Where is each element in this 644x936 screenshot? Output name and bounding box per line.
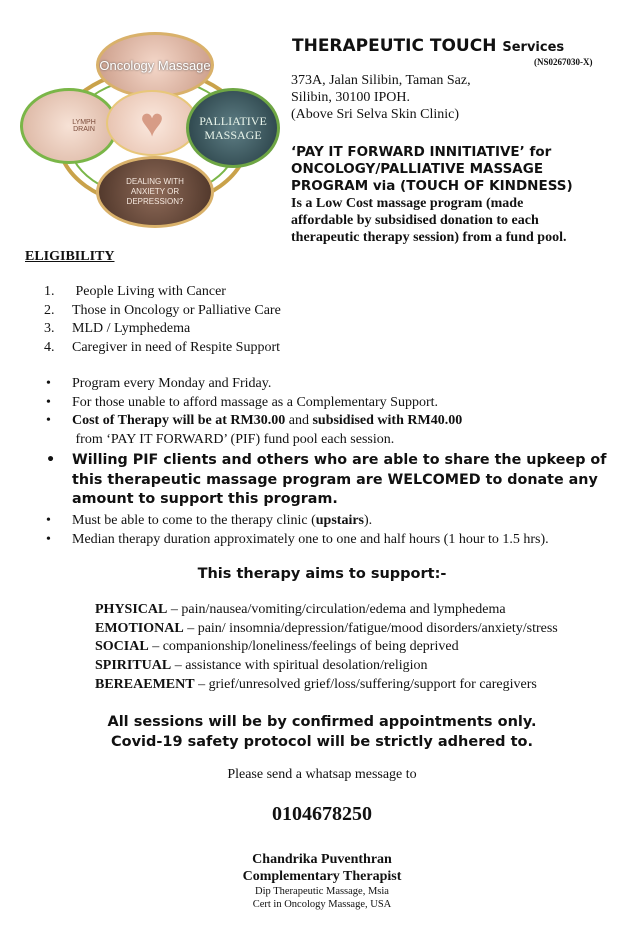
aims-list [95, 601, 558, 695]
aims-title: This therapy aims to support:- [197, 566, 447, 582]
oncology-massage-bubble [96, 32, 214, 98]
lymph-drain-bubble [20, 88, 118, 164]
anxiety-bubble [96, 156, 214, 228]
aim-row: BEREAEMENT – grief/unresolved grief/loss/suffering/support for caregivers [95, 676, 537, 692]
appointment-notes [0, 712, 644, 752]
signature-block [0, 851, 644, 911]
list-item: 3. MLD / Lymphedema [44, 321, 191, 336]
bubble-palliative-line2: MASSAGE [204, 128, 262, 142]
list-item: 4. Caregiver in need of Respite Support [44, 339, 281, 355]
program-requirements-list [44, 511, 634, 549]
bullet-schedule: • Program every Monday and Friday. [44, 375, 614, 394]
heart-hands-bubble [106, 90, 198, 156]
phone-number: 0104678250 [272, 803, 372, 825]
bubble-palliative-line1: PALLIATIVE [199, 114, 267, 128]
company-suffix: Services [502, 40, 565, 55]
eligibility-list [44, 283, 281, 357]
qualification: Cert in Oncology Massage, USA [252, 899, 392, 910]
company-name [292, 36, 564, 56]
palliative-massage-bubble [186, 88, 280, 168]
pif-initiative-block [291, 144, 636, 246]
appointment-note: All sessions will be by confirmed appointments only. [107, 714, 537, 730]
pif-desc-line: affordable by subsidised donation to each [291, 213, 539, 228]
address-line: (Above Sri Selva Skin Clinic) [291, 107, 459, 122]
donation-list [44, 451, 620, 510]
aim-row: EMOTIONAL – pain/ insomnia/depression/fatigue/mood disorders/anxiety/stress [95, 620, 558, 636]
therapist-title: Complementary Therapist [242, 869, 402, 884]
pif-title-line: ‘PAY IT FORWARD INNITIATIVE’ for [291, 144, 552, 160]
therapist-name: Chandrika Puventhran [252, 852, 392, 867]
address-block [291, 72, 471, 123]
pif-title-line: ONCOLOGY/PALLIATIVE MASSAGE [291, 161, 544, 177]
company-title: THERAPEUTIC TOUCH [292, 36, 497, 56]
program-details-list [44, 375, 614, 449]
bullet-duration: • Median therapy duration approximately one to one and half hours (1 hour to 1.5 hrs). [44, 530, 634, 549]
bubble-lymph-label: LYMPH DRAIN [72, 119, 96, 133]
pif-desc-line: Is a Low Cost massage program (made [291, 196, 524, 211]
bullet-affordability: • For those unable to afford massage as a Complementary Support. [44, 394, 614, 413]
bullet-donation: • Willing PIF clients and others who are able to share the upkeep of this therapeutic massage program are WELCOMED to donate any amount to support this program. [44, 451, 620, 510]
aim-row: PHYSICAL – pain/nausea/vomiting/circulation/edema and lymphedema [95, 602, 506, 617]
logo-collage [18, 30, 278, 230]
bullet-upstairs: • Must be able to come to the therapy clinic (upstairs). [44, 511, 634, 530]
qualification: Dip Therapeutic Massage, Msia [255, 886, 389, 897]
address-line: 373A, Jalan Silibin, Taman Saz, [291, 73, 471, 88]
list-item: 2. Those in Oncology or Palliative Care [44, 302, 281, 318]
registration-number: (NS0267030-X) [534, 57, 593, 67]
covid-note: Covid-19 safety protocol will be strictly adhered to. [110, 734, 534, 750]
aim-row: SPIRITUAL – assistance with spiritual desolation/religion [95, 658, 428, 674]
bullet-cost: • Cost of Therapy will be at RM30.00 and subsidised with RM40.00 from ‘PAY IT FORWARD’ (PIF) fund pool each session. [44, 412, 612, 449]
whatsapp-prompt: Please send a whatsap message to [227, 767, 417, 782]
pif-desc-line: therapeutic therapy session) from a fund pool. [291, 230, 567, 245]
list-item: 1. People Living with Cancer [44, 284, 226, 299]
bubble-oncology-label: Oncology Massage [99, 57, 211, 73]
address-line: Silibin, 30100 IPOH. [291, 90, 411, 105]
heart-icon: ♥ [140, 100, 164, 145]
bubble-anxiety-label: DEALING WITH ANXIETY OR DEPRESSION? [126, 177, 184, 206]
eligibility-heading: ELIGIBILITY [25, 249, 115, 264]
pif-title-line: PROGRAM via (TOUCH OF KINDNESS) [291, 178, 573, 194]
aim-row: SOCIAL – companionship/loneliness/feelings of being deprived [95, 639, 459, 655]
